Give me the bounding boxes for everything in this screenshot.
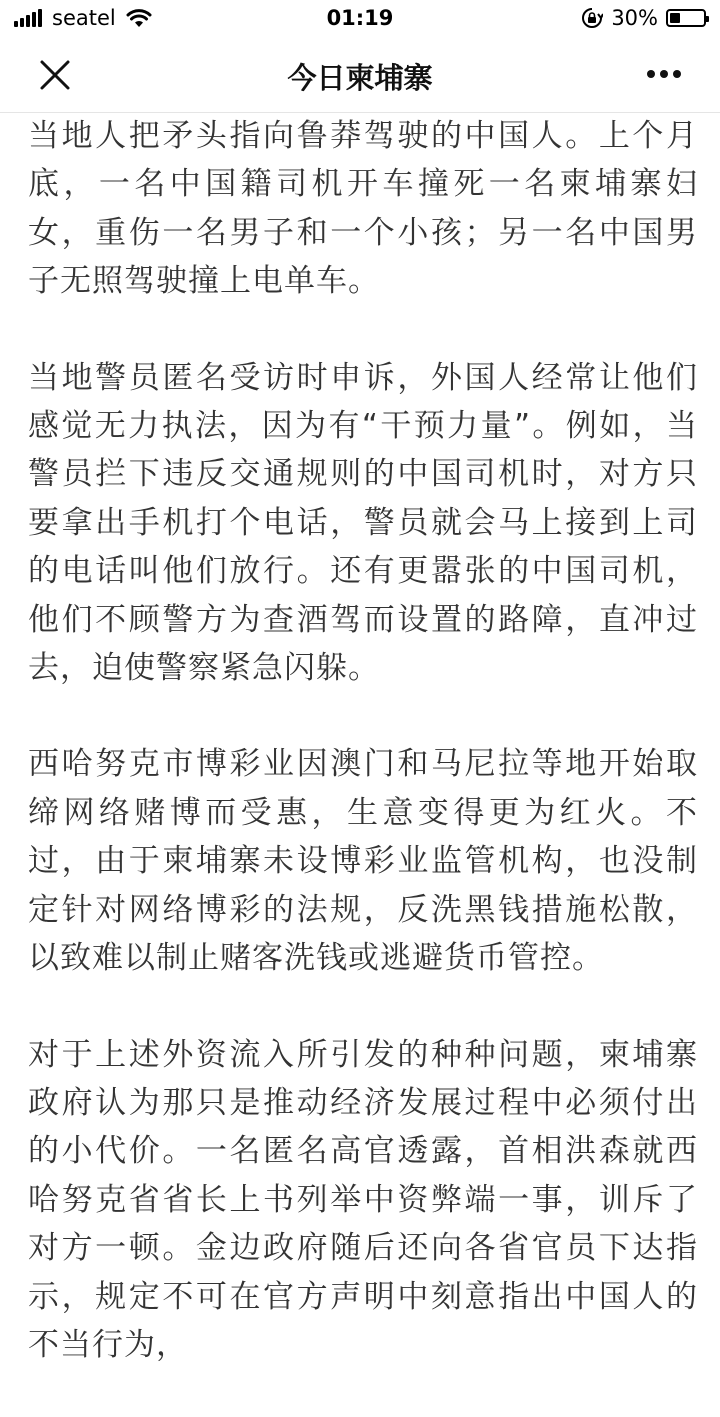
more-icon[interactable] [646,68,682,80]
page-title: 今日柬埔寨 [287,61,433,95]
article-paragraph: 当地警员匿名受访时申诉，外国人经常让他们感觉无力执法，因为有“干预力量”。例如，当警员拦下违反交通规则的中国司机时，对方只要拿出手机打个电话，警员就会马上接到上司的电话叫他们放行。还有更嚣张的中国司机，他们不顾警方为查酒驾而设置的路障，直冲过去，迫使警察紧急闪躲。 [28,359,698,687]
battery-fill [670,13,680,23]
orientation-lock-icon [581,7,603,29]
battery-icon [666,9,706,27]
status-bar [0,0,720,38]
carrier-name: seatel [52,6,116,30]
article-paragraph: 当地人把矛头指向鲁莽驾驶的中国人。上个月底，一名中国籍司机开车撞死一名柬埔寨妇女，重伤一名男子和一个小孩；另一名中国男子无照驾驶撞上电单车。 [28,118,698,300]
battery-percent: 30% [611,6,658,30]
article-body [28,112,698,1417]
article-paragraph: 西哈努克市博彩业因澳门和马尼拉等地开始取缔网络赌博而受惠，生意变得更为红火。不过，由于柬埔寨未设博彩业监管机构，也没制定针对网络博彩的法规，反洗黑钱措施松散，以致难以制止赌客洗钱或逃避货币管控。 [28,746,698,977]
status-right [581,6,706,30]
nav-bar [0,38,720,113]
article-paragraph: 对于上述外资流入所引发的种种问题，柬埔寨政府认为那只是推动经济发展过程中必须付出的小代价。一名匿名高官透露，首相洪森就西哈努克省省长上书列举中资弊端一事，训斥了对方一顿。金边政府随后还向各省官员下达指示，规定不可在官方声明中刻意指出中国人的不当行为， [28,1036,698,1363]
clock: 01:19 [326,6,394,30]
